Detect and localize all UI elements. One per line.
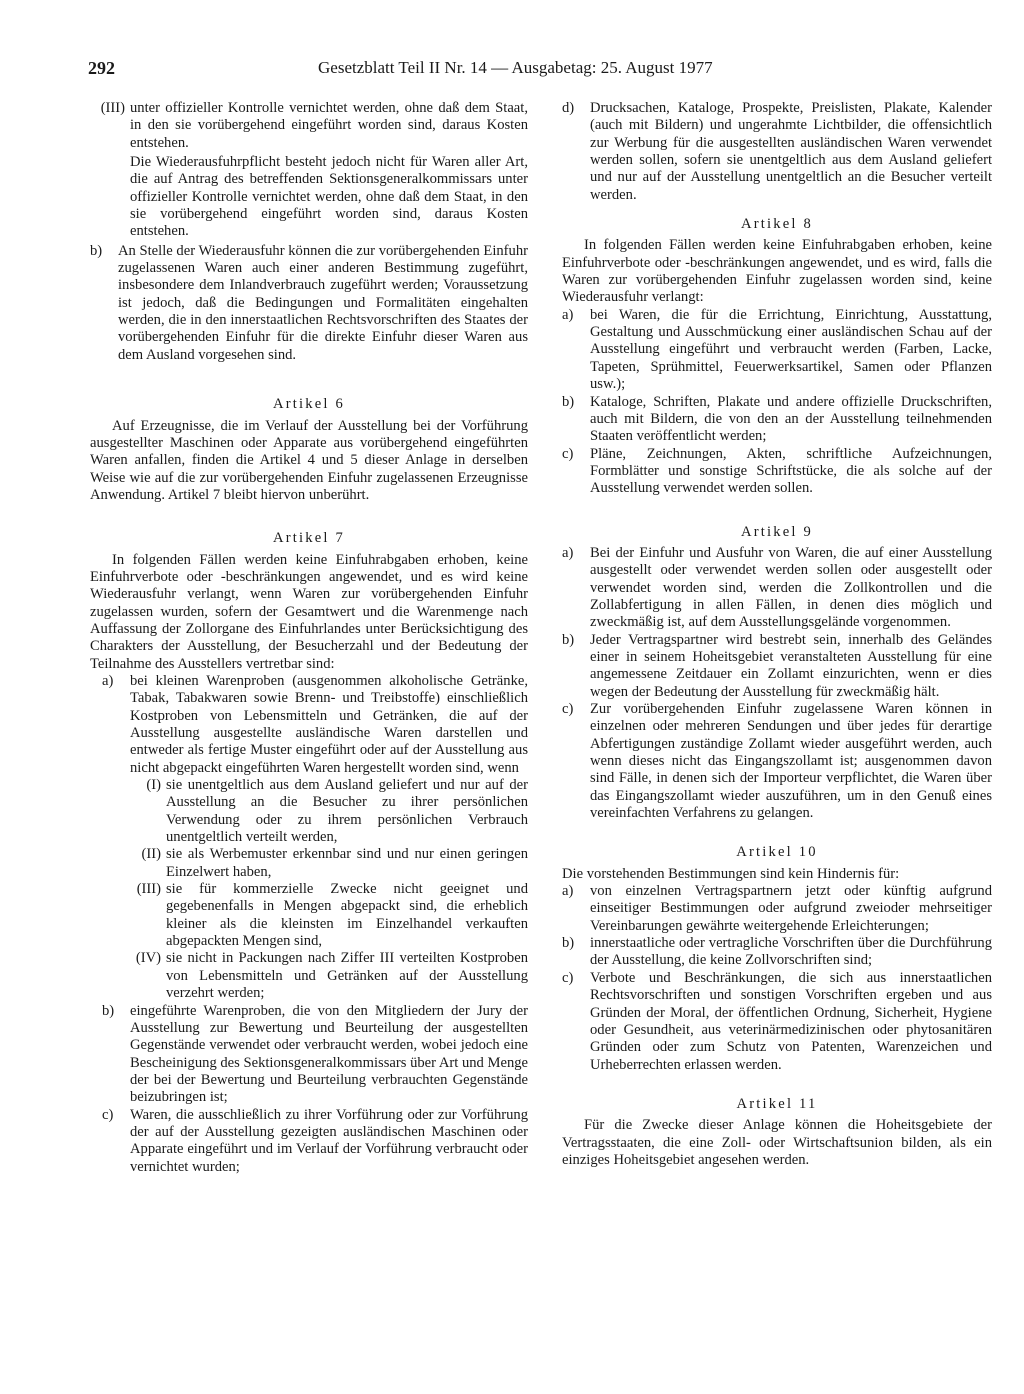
sub-clause-label: (IV): [135, 950, 161, 967]
article-10-intro: Die vorstehenden Bestimmungen sind kein Hindernis für:: [562, 865, 900, 882]
list-item: [562, 701, 992, 822]
list-item-label: b): [562, 393, 575, 410]
list-item-text: Verbote und Beschränkungen, die sich aus innerstaatlichen Rechtsvorschriften und sonstigen Vorschriften ergeben und aus Gründen der Moral, der öffentlichen Ordnung, Sicherheit, Hygiene oder Gesundheit, aus veterinärmedizinischen oder phytosanitären Gründen oder zum Schutz von Patenten, Warenzeichen und Urheberrechten erlassen werden.: [590, 969, 992, 1073]
left-column: [90, 100, 528, 1176]
clause-b: [90, 1003, 528, 1107]
clause-label: d): [562, 100, 575, 116]
list-item-text: von einzelnen Vertragspartnern jetzt oder künftig aufgrund einseitiger Bestimmungen oder aufgrund zweioder mehrseitiger Vereinbarungen gewährte weitergehende Erleichterungen;: [590, 883, 992, 934]
article-9-heading: Artikel 9: [740, 523, 814, 540]
list-item-label: c): [562, 445, 574, 462]
sub-clause-text: sie für kommerzielle Zwecke nicht geeignet und gegebenenfalls in Mengen abgepackt sind, die erheblich kleiner als die kleinsten im Einzelhandel verkauften abgepackten Mengen sind,: [166, 881, 528, 950]
sub-clause: [130, 950, 528, 1002]
clause-label: (III): [100, 100, 125, 116]
article-7-intro: In folgenden Fällen werden keine Einfuhrabgaben erhoben, keine Einfuhrverbote oder -beschränkungen angewendet, und es wird keine Wiederausfuhr verlangt, wenn Waren zur vorübergehenden Einfuhr zugelassen wurden, sofern der Gesamtwert und die Warenmenge nach Auffassung der Zollorgane des Einfuhrlandes unter Berücksichtigung des Charakters der Ausstellung, der Besucherzahl und der Bedeutung der Teilnahme des Ausstellers vertretbar sind:: [90, 551, 528, 672]
article-6-text: Auf Erzeugnisse, die im Verlauf der Ausstellung bei der Vorführung ausgestellter Maschinen oder Apparate aus vorübergehend eingeführten Waren anfallen, finden die Artikel 4 und 5 dieser Anlage in derselben Weise wie auf die zur vorübergehenden Einfuhr zugelassenen Erzeugnisse Anwendung. Artikel 7 bleibt hiervon unberührt.: [90, 417, 528, 503]
list-item-text: Pläne, Zeichnungen, Akten, schriftliche Aufzeichnungen, Formblätter und sonstige Schriftstücke, die als solche auf der Ausstellung verwendet werden sollen.: [590, 445, 992, 497]
clause-a: [90, 673, 528, 777]
clause-text: Drucksachen, Kataloge, Prospekte, Preislisten, Plakate, Kalender (auch mit Bildern) und ungerahmte Lichtbilder, die offensichtlich zur Werbung für die ausgestellten ausländischen Waren verwendet werden sollen, sofern sie unentgeltlich aus dem Ausland geliefert und nur auf der Ausstellung unentgeltlich an die Besucher verteilt werden.: [590, 100, 992, 203]
list-item: [562, 883, 992, 935]
clause-b: [90, 243, 528, 364]
clause-text: An Stelle der Wiederausfuhr können die zur vorübergehenden Einfuhr zugelassenen Waren auch einer anderen Bestimmung zugeführt, insbesondere dem Inlandverbrauch zugeführt werden; Voraussetzung ist jedoch, daß die Bedingungen und Formalitäten eingehalten werden, die in den innerstaatlichen Rechtsvorschriften des Staates der vorübergehenden Einfuhr für die direkte Einfuhr dieser Waren aus dem Ausland vorgesehen sind.: [118, 242, 528, 363]
list-item: [562, 632, 992, 701]
list-item-label: c): [562, 701, 574, 717]
clause-label: c): [102, 1106, 114, 1123]
list-item-label: a): [562, 544, 574, 561]
clause-text: eingeführte Warenproben, die von den Mitgliedern der Jury der Ausstellung zur Bewertung und Beurteilung der ausgestellten Gegenstände verwendet oder verbraucht werden, wobei jedoch eine Bescheinigung des Sektionsgeneralkommissars über Art und Menge der bei der Bewertung und Beurteilung verbrauchten Gegenstände beizubringen ist;: [130, 1002, 529, 1106]
clause-label: b): [102, 1002, 115, 1019]
list-item-label: b): [562, 935, 575, 952]
list-item-text: Jeder Vertragspartner wird bestrebt sein, innerhalb des Geländes einer in seinem Hoheitsgebiet veranstalteten Ausstellung für eine angemessene Zeitdauer ein Zollamt einzurichten, wenn er dies wegen der Bedeutung der Ausstellung für zweckmäßig hält.: [590, 631, 992, 700]
article-11-text: Für die Zwecke dieser Anlage können die Hoheitsgebiete der Vertragsstaaten, die eine Zoll- oder Wirtschaftsunion bilden, als ein einziges Hoheitsgebiet angesehen werden.: [562, 1117, 992, 1168]
clause-label: a): [102, 672, 114, 689]
page-number: 292: [88, 58, 115, 78]
list-item: [562, 545, 992, 632]
article-6-heading: Artikel 6: [272, 396, 346, 413]
clause-c: [90, 1107, 528, 1176]
article-8-heading: Artikel 8: [740, 216, 814, 233]
article-8-intro: In folgenden Fällen werden keine Einfuhrabgaben erhoben, keine Einfuhrverbote oder -beschränkungen angewendet, und es wird, falls die Waren zur vorübergehenden Einfuhr zugelassen worden sind, keine Wiederausfuhr verlangt:: [562, 237, 992, 306]
list-item-text: innerstaatliche oder vertragliche Vorschriften über die Durchführung der Ausstellung, die keine Zollvorschriften sind;: [590, 935, 992, 969]
sub-clause-label: (II): [141, 846, 161, 863]
header-title: Gesetzblatt Teil II Nr. 14 — Ausgabetag: 25. August 1977: [318, 58, 713, 77]
clause-label: b): [90, 242, 103, 259]
list-item-label: c): [562, 969, 574, 986]
list-item-label: b): [562, 631, 575, 648]
clause-text: unter offizieller Kontrolle vernichtet werden, ohne daß dem Staat, in den sie vorübergehend eingeführt worden sind, daraus Kosten entstehen.: [130, 100, 528, 151]
clause-d: [562, 100, 992, 204]
article-10-heading: Artikel 10: [736, 844, 818, 861]
article-11-heading: Artikel 11: [736, 1095, 818, 1112]
sub-clause-text: sie unentgeltlich aus dem Ausland geliefert und nur auf der Ausstellung an die Besucher zu ihrer persönlichen Verwendung oder zu ihrem persönlichen Verbrauch unentgeltlich verteilt werden,: [166, 777, 528, 846]
clause-iii: [90, 100, 528, 152]
sub-clause-label: (I): [146, 777, 161, 794]
list-item-text: Kataloge, Schriften, Plakate und andere offizielle Druckschriften, auch mit Bildern, die von den an der Ausstellung teilnehmenden Staaten veröffentlicht werden;: [590, 393, 992, 445]
article-7-heading: Artikel 7: [272, 530, 346, 547]
sub-clause: [130, 777, 528, 846]
list-item: [562, 935, 992, 970]
list-item-text: bei Waren, die für die Errichtung, Einrichtung, Ausstattung, Gestaltung und Ausschmückung einer ausländischen Schau auf der Ausstellung eingeführt und verbraucht werden (Farben, Lacke, Tapeten, Sprühmittel, Feuerwerksartikel, Samen oder Pflanzen usw.);: [590, 306, 992, 393]
list-item: [562, 970, 992, 1074]
clause-text: bei kleinen Warenproben (ausgenommen alkoholische Getränke, Tabak, Tabakwaren sowie Brenn- und Treibstoffe) einschließlich Kostproben von Lebensmitteln und Getränken, die auf der Ausstellung ausgestellte ausländische Waren darstellen und entweder als fertige Muster eingeführt oder auf der Ausstellung aus nicht abgepackt eingeführten Waren hergestellt worden sind, wenn: [130, 672, 528, 776]
clause-text: Waren, die ausschließlich zu ihrer Vorführung oder zur Vorführung der auf der Ausstellung gezeigten ausländischen Maschinen oder Apparate eingeführt und im Verlauf der Vorführung verbraucht oder vernichtet wurden;: [130, 1106, 528, 1175]
list-item: [562, 394, 992, 446]
sub-clause-label: (III): [136, 881, 161, 898]
list-item-label: a): [562, 306, 574, 323]
list-item-text: Zur vorübergehenden Einfuhr zugelassene Waren können in einzelnen oder mehreren Sendungen und über jedes für derartige Abfertigungen zuständige Zollamt wieder ausgeführt werden, auch wenn dieses nicht das Eingangszollamt ist; ausgenommen davon sind Fälle, in denen sich der Importeur verpflichtet, die Waren über das Eingangszollamt wieder auszuführen, um in den Genuß eines vereinfachten Verfahrens zu gelangen.: [590, 701, 992, 822]
sub-clause-text: sie als Werbemuster erkennbar sind und nur einen geringen Einzelwert haben,: [166, 846, 528, 880]
clause-continuation: Die Wiederausfuhrpflicht besteht jedoch nicht für Waren aller Art, die auf Antrag des betreffenden Sektionsgeneralkommissars unter offizieller Kontrolle vernichtet werden, ohne daß dem Staat, in den sie vorübergehend eingeführt worden sind, daraus Kosten entstehen.: [130, 154, 528, 240]
list-item: [562, 446, 992, 498]
sub-clause: [130, 846, 528, 881]
list-item-label: a): [562, 883, 574, 900]
right-column: [562, 100, 992, 1169]
list-item-text: Bei der Einfuhr und Ausfuhr von Waren, die auf einer Ausstellung ausgestellt oder verwendet werden sollen oder ausgestellt oder verwendet worden sind, werden die Zollkontrollen und die Zollabfertigung in allen Fällen, in denen dies möglich und zweckmäßig ist, auf dem Ausstellungsgelände vorgenommen.: [590, 544, 992, 631]
sub-clause: [130, 881, 528, 950]
list-item: [562, 307, 992, 394]
page-header: [88, 58, 748, 82]
sub-clause-list: [90, 777, 528, 1002]
sub-clause-text: sie nicht in Packungen nach Ziffer III verteilten Kostproben von Lebensmitteln und Getränken auf der Ausstellung verzehrt werden;: [166, 950, 528, 1002]
